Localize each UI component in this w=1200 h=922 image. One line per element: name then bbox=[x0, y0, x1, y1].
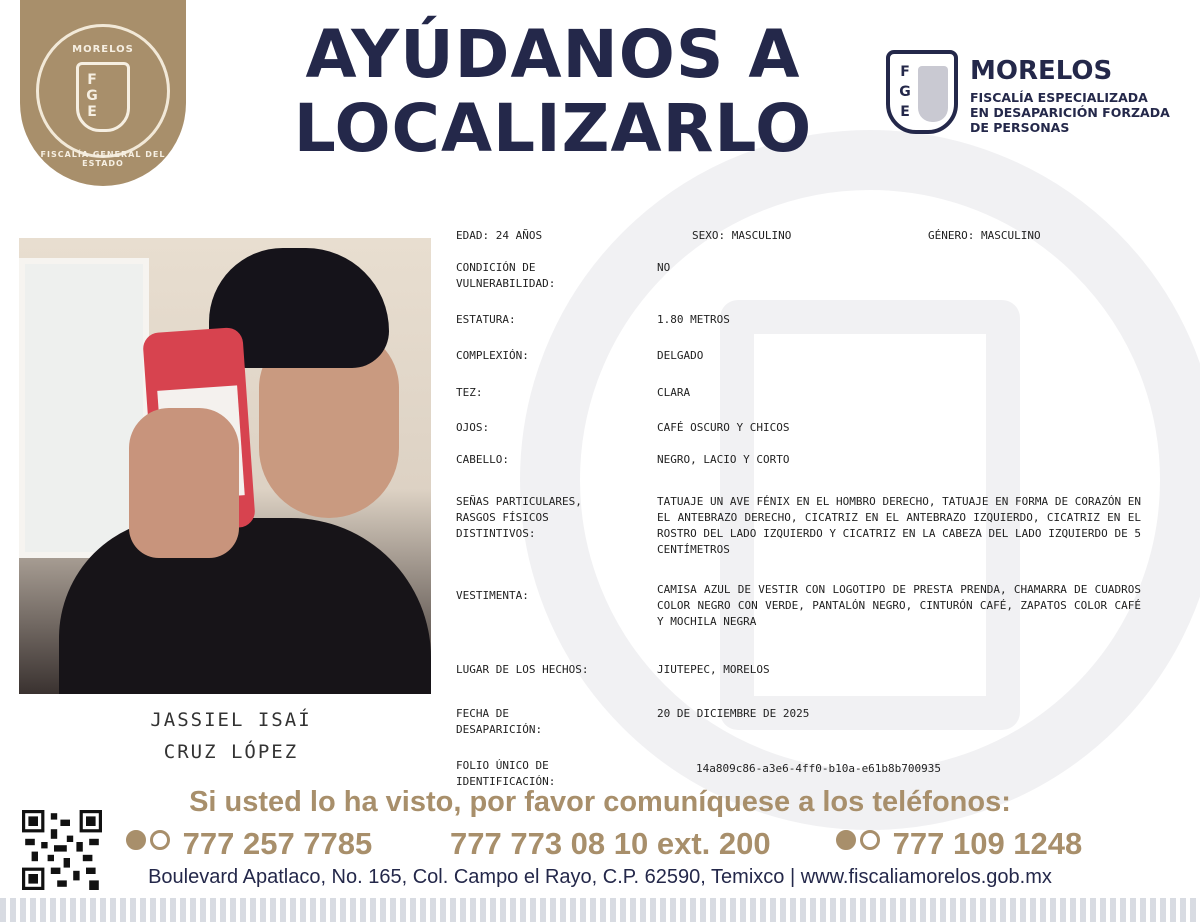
value-complexion: DELGADO bbox=[657, 349, 704, 362]
phone-icon bbox=[836, 830, 856, 850]
value-fecha: 20 DE DICIEMBRE DE 2025 bbox=[657, 707, 810, 720]
person-name bbox=[19, 704, 443, 768]
detail-genero: GÉNERO: MASCULINO bbox=[928, 229, 1041, 242]
value-cabello: NEGRO, LACIO Y CORTO bbox=[657, 453, 790, 466]
value-senas: TATUAJE UN AVE FÉNIX EN EL HOMBRO DERECHO, TATUAJE EN FORMA DE CORAZÓN EN EL ANTEBRAZO DERECHO, CICATRIZ EN EL ANTEBRAZO IZQUIERDO, CICATRIZ EN EL ROSTRO DEL LADO IZQUIERDO Y CICATRIZ EN LA CABEZA DEL LADO IZQUIERDO DE 5 CENTÍMETROS bbox=[657, 495, 1141, 556]
missing-person-photo bbox=[19, 238, 431, 694]
logo-subtitle-line: DE PERSONAS bbox=[970, 120, 1070, 135]
badge-letter: G bbox=[86, 88, 98, 104]
badge-bottom-text: FISCALÍA GENERAL DEL ESTADO bbox=[40, 150, 166, 168]
value-vulnerabilidad: NO bbox=[657, 261, 671, 274]
logo-letter: G bbox=[899, 84, 911, 100]
value-ojos: CAFÉ OSCURO Y CHICOS bbox=[657, 421, 790, 434]
label-estatura: ESTATURA: bbox=[456, 313, 516, 326]
phone-3-number: 777 109 1248 bbox=[892, 826, 1083, 861]
phone-1-number: 777 257 7785 bbox=[182, 826, 373, 861]
value-tez: CLARA bbox=[657, 386, 691, 399]
label-senas: SEÑAS PARTICULARES, RASGOS FÍSICOS DISTINTIVOS: bbox=[456, 495, 582, 540]
logo-emblem-icon bbox=[918, 66, 948, 122]
value-vestimenta: CAMISA AZUL DE VESTIR CON LOGOTIPO DE PRESTA PRENDA, CHAMARRA DE CUADROS COLOR NEGRO CON VERDE, PANTALÓN NEGRO, CINTURÓN CAFÉ, ZAPATOS COLOR CAFÉ Y MOCHILA NEGRA bbox=[657, 583, 1141, 628]
phone-1[interactable] bbox=[126, 826, 372, 862]
logo-subtitle bbox=[970, 90, 1170, 135]
detail-edad: EDAD: 24 AÑOS bbox=[456, 229, 543, 242]
value-lugar: JIUTEPEC, MORELOS bbox=[657, 663, 770, 676]
address-and-website[interactable]: Boulevard Apatlaco, No. 165, Col. Campo el Rayo, C.P. 62590, Temixco | www.fiscaliamorelos.gob.mx bbox=[148, 866, 1052, 888]
logo-letters bbox=[896, 62, 914, 122]
person-first-names: JASSIEL ISAÍ bbox=[150, 709, 312, 731]
badge-letter: F bbox=[87, 72, 97, 88]
label-fecha: FECHA DE DESAPARICIÓN: bbox=[456, 707, 543, 736]
fge-badge-logo bbox=[20, 0, 186, 186]
value-folio: 14a809c86-a3e6-4ff0-b10a-e61b8b700935 bbox=[696, 762, 942, 775]
label-vestimenta: VESTIMENTA: bbox=[456, 589, 529, 602]
headline-line-2: LOCALIZARLO bbox=[293, 90, 813, 167]
label-folio: FOLIO ÚNICO DE IDENTIFICACIÓN: bbox=[456, 759, 556, 788]
label-lugar: LUGAR DE LOS HECHOS: bbox=[456, 663, 589, 676]
label-complexion: COMPLEXIÓN: bbox=[456, 349, 529, 362]
logo-shield-icon bbox=[886, 50, 958, 134]
phone-numbers bbox=[120, 826, 1090, 864]
logo-letter: E bbox=[900, 104, 910, 120]
label-tez: TEZ: bbox=[456, 386, 483, 399]
whatsapp-icon bbox=[860, 830, 880, 850]
label-vulnerabilidad: CONDICIÓN DE VULNERABILIDAD: bbox=[456, 261, 556, 290]
label-ojos: OJOS: bbox=[456, 421, 490, 434]
logo-letter: F bbox=[900, 64, 910, 80]
detail-sexo: SEXO: MASCULINO bbox=[692, 229, 792, 242]
value-estatura: 1.80 METROS bbox=[657, 313, 730, 326]
person-last-names: CRUZ LÓPEZ bbox=[163, 741, 299, 763]
badge-top-text: MORELOS bbox=[72, 44, 134, 55]
label-cabello: CABELLO: bbox=[456, 453, 509, 466]
badge-letters bbox=[82, 72, 102, 120]
whatsapp-icon bbox=[150, 830, 170, 850]
phone-icon bbox=[126, 830, 146, 850]
call-to-action: Si usted lo ha visto, por favor comuníquese a los teléfonos: bbox=[189, 786, 1011, 818]
phone-2[interactable] bbox=[450, 826, 771, 862]
phone-2-number: 777 773 08 10 ext. 200 bbox=[450, 826, 771, 861]
photo-hand bbox=[129, 408, 239, 558]
footer-pattern bbox=[0, 898, 1200, 922]
logo-subtitle-line: EN DESAPARICIÓN FORZADA bbox=[970, 105, 1170, 120]
headline bbox=[248, 18, 858, 166]
headline-line-1: AYÚDANOS A bbox=[305, 16, 801, 93]
photo-body bbox=[59, 518, 431, 694]
fiscalia-especializada-logo bbox=[886, 50, 1186, 140]
logo-subtitle-line: FISCALÍA ESPECIALIZADA bbox=[970, 90, 1148, 105]
phone-3[interactable] bbox=[836, 826, 1082, 862]
logo-title: MORELOS bbox=[970, 56, 1113, 86]
badge-letter: E bbox=[87, 104, 97, 120]
qr-code-icon[interactable] bbox=[22, 810, 102, 890]
